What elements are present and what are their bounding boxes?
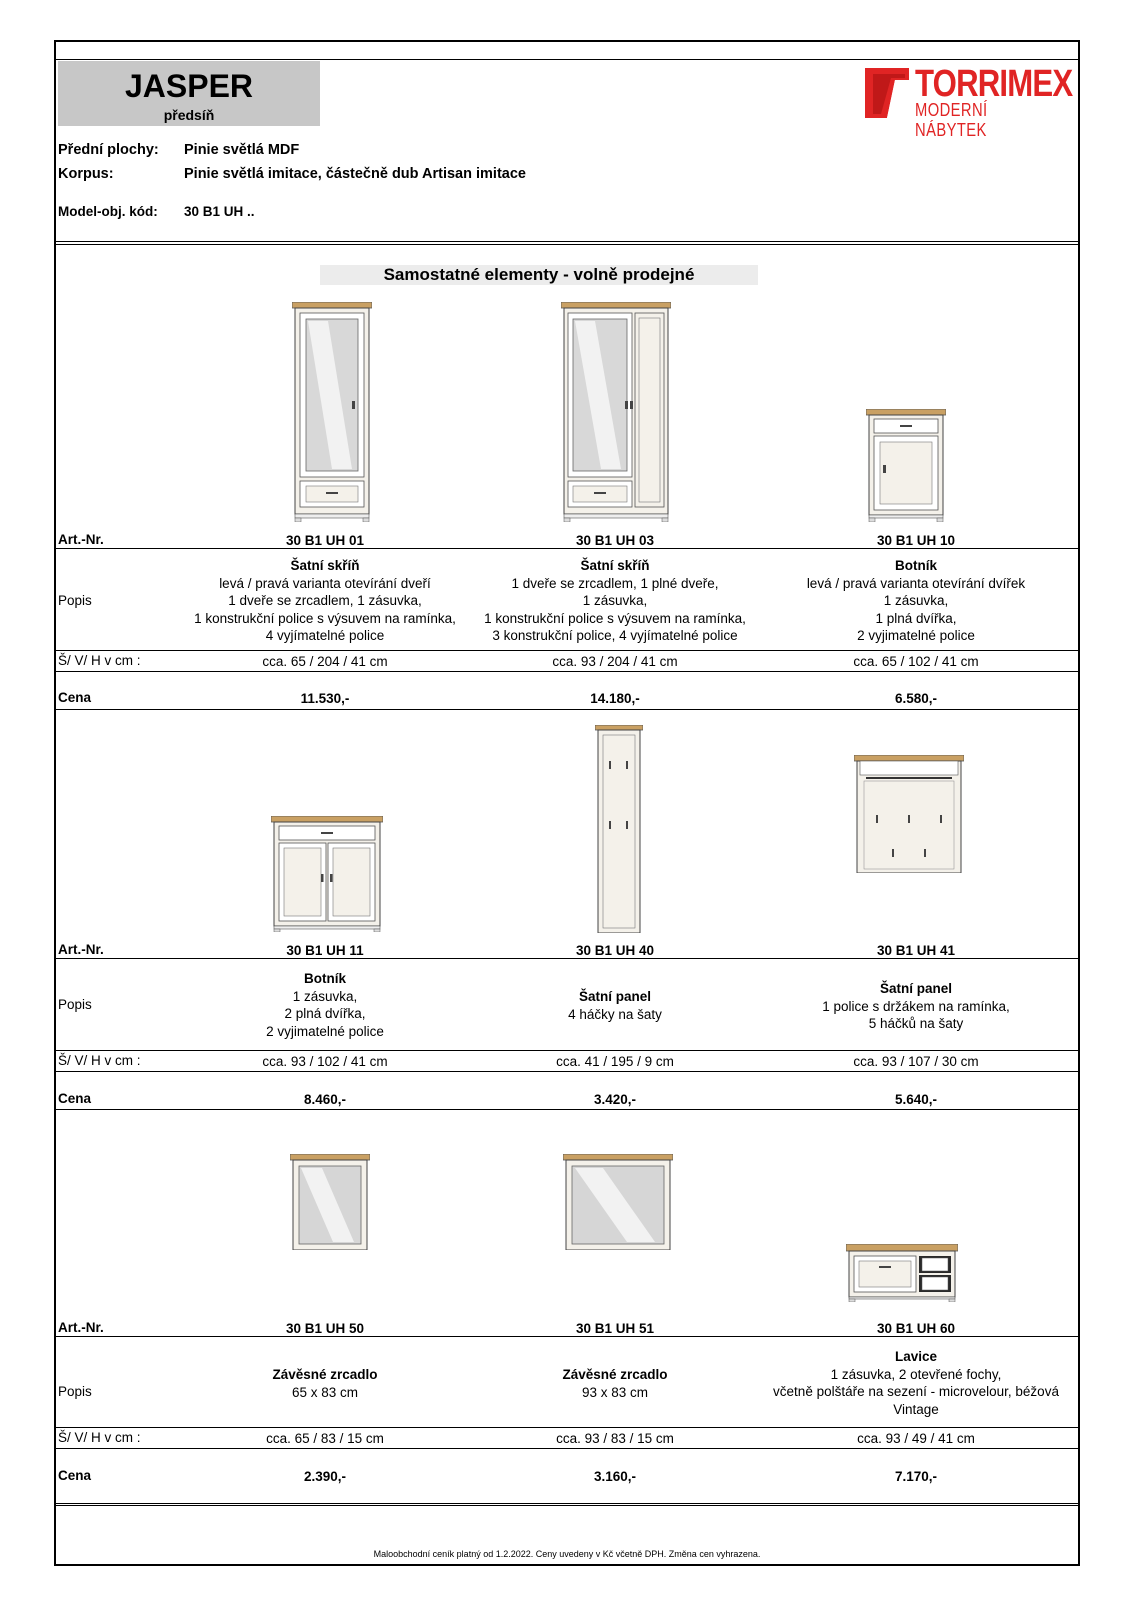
price: 3.160,- <box>593 1469 637 1484</box>
footer-divider <box>56 1503 1078 1506</box>
mirror-small-image <box>290 1154 370 1250</box>
art-number: 30 B1 UH 40 <box>575 943 655 958</box>
item-name: Závěsné zrcadlo <box>272 1367 378 1382</box>
item-name: Botník <box>304 971 346 986</box>
art-number: 30 B1 UH 01 <box>285 533 365 548</box>
popis-label: Popis <box>58 997 92 1012</box>
description-line: 2 plná dvířka, <box>284 1006 366 1021</box>
model-label: Model-obj. kód: <box>58 204 158 219</box>
dimensions: cca. 93 / 102 / 41 cm <box>262 1054 388 1069</box>
art-number: 30 B1 UH 60 <box>876 1321 956 1336</box>
torrimex-logo-icon <box>865 68 909 118</box>
item-description <box>180 1366 470 1401</box>
item-description <box>760 1348 1072 1418</box>
description-line: 4 vyjímatelné police <box>265 628 385 643</box>
divider <box>56 671 1078 672</box>
price: 8.460,- <box>303 1092 347 1107</box>
divider <box>56 1448 1078 1449</box>
description-line: 1 police s držákem na ramínka, <box>822 998 1010 1014</box>
dims-label: Š/ V/ H v cm : <box>58 653 141 668</box>
price: 14.180,- <box>590 691 640 706</box>
description-line: levá / pravá varianta otevírání dvířek <box>806 575 1026 591</box>
dimensions: cca. 93 / 49 / 41 cm <box>857 1431 975 1446</box>
item-description <box>470 1366 760 1401</box>
price: 6.580,- <box>894 691 938 706</box>
wardrobe-2-doors-image <box>561 302 671 522</box>
description-line: Vintage <box>893 1401 939 1417</box>
description-line: 65 x 83 cm <box>291 1384 359 1400</box>
dimensions: cca. 65 / 204 / 41 cm <box>262 654 388 669</box>
wardrobe-1-door-image <box>292 302 372 522</box>
item-description <box>760 980 1072 1033</box>
item-description <box>180 557 470 645</box>
divider <box>56 650 1078 651</box>
price-label: Cena <box>58 1468 92 1483</box>
art-label: Art.-Nr. <box>58 532 104 547</box>
item-description <box>760 557 1072 645</box>
description-line: 2 vyjimatelné police <box>266 1023 384 1039</box>
description-line: 4 háčky na šaty <box>568 1006 662 1022</box>
item-description <box>180 970 470 1040</box>
art-number: 30 B1 UH 03 <box>575 533 655 548</box>
fronts-value: Pinie světlá MDF <box>184 142 300 158</box>
description-line: 5 háčků na šaty <box>868 1016 964 1031</box>
dims-label: Š/ V/ H v cm : <box>58 1430 141 1445</box>
description-line: včetně polštáře na sezení - microvelour, béžová <box>773 1384 1059 1399</box>
description-line: 1 konstrukční police s výsuvem na ramínka, <box>484 610 746 626</box>
item-name: Lavice <box>894 1349 938 1364</box>
shoe-cabinet-small-image <box>866 409 946 522</box>
description-line: 1 dveře se zrcadlem, 1 plné dveře, <box>511 575 719 591</box>
item-name: Šatní skříň <box>580 558 650 573</box>
model-value: 30 B1 UH .. <box>184 204 255 219</box>
art-number: 30 B1 UH 41 <box>876 943 956 958</box>
divider <box>56 548 1078 549</box>
body-label: Korpus: <box>58 166 114 182</box>
art-label: Art.-Nr. <box>58 942 104 957</box>
footer-note: Maloobchodní ceník platný od 1.2.2022. Ceny uvedeny v Kč včetně DPH. Změna cen vyhrazena. <box>373 1549 761 1559</box>
description-line: 93 x 83 cm <box>581 1384 649 1400</box>
item-name: Šatní panel <box>879 981 952 996</box>
item-name: Šatní skříň <box>290 558 360 573</box>
dimensions: cca. 93 / 204 / 41 cm <box>552 654 678 669</box>
divider <box>56 709 1078 710</box>
popis-label: Popis <box>58 593 92 608</box>
logo-subtitle: MODERNÍ NÁBYTEK <box>915 100 988 140</box>
description-line: 2 vyjimatelné police <box>857 628 975 643</box>
description-line: 3 konstrukční police, 4 vyjímatelné police <box>492 628 738 643</box>
price: 7.170,- <box>894 1469 938 1484</box>
description-line: 1 zásuvka, <box>292 988 358 1004</box>
description-line: 1 konstrukční police s výsuvem na ramínka, <box>194 610 456 626</box>
art-number: 30 B1 UH 50 <box>285 1321 365 1336</box>
price: 5.640,- <box>894 1092 938 1107</box>
fronts-label: Přední plochy: <box>58 142 159 158</box>
description-line: 1 dveře se zrcadlem, 1 zásuvka, <box>228 593 422 608</box>
divider <box>56 1050 1078 1051</box>
torrimex-logo <box>865 63 1073 140</box>
art-number: 30 B1 UH 51 <box>575 1321 655 1336</box>
item-name: Závěsné zrcadlo <box>562 1367 668 1382</box>
art-label: Art.-Nr. <box>58 1320 104 1335</box>
item-description <box>470 988 760 1023</box>
item-description <box>470 557 760 645</box>
top-bar <box>56 42 1078 60</box>
dims-label: Š/ V/ H v cm : <box>58 1053 141 1068</box>
divider <box>56 1109 1078 1110</box>
dimensions: cca. 93 / 107 / 30 cm <box>853 1054 979 1069</box>
item-name: Botník <box>895 558 937 573</box>
divider <box>56 1336 1078 1337</box>
price-sheet <box>54 40 1080 1566</box>
dimensions: cca. 65 / 83 / 15 cm <box>266 1431 384 1446</box>
page-subtitle: předsíň <box>163 107 215 123</box>
bench-image <box>846 1244 958 1302</box>
item-name: Šatní panel <box>578 989 651 1004</box>
section-title: Samostatné elementy - volně prodejné <box>320 265 758 285</box>
art-number: 30 B1 UH 11 <box>286 943 364 958</box>
divider <box>56 1427 1078 1428</box>
body-value: Pinie světlá imitace, částečně dub Artisan imitace <box>184 166 526 182</box>
price-label: Cena <box>58 1091 92 1106</box>
price: 11.530,- <box>300 691 350 706</box>
header-divider <box>56 241 1078 245</box>
description-line: 1 plná dvířka, <box>875 610 957 626</box>
description-line: 1 zásuvka, 2 otevřené fochy, <box>830 1366 1002 1382</box>
coat-panel-narrow-image <box>595 725 643 933</box>
popis-label: Popis <box>58 1384 92 1399</box>
price: 2.390,- <box>303 1469 347 1484</box>
divider <box>56 958 1078 959</box>
price: 3.420,- <box>593 1092 637 1107</box>
logo-brand: TORRIMEX <box>915 63 1073 105</box>
description-line: levá / pravá varianta otevírání dveří <box>219 575 431 591</box>
dimensions: cca. 93 / 83 / 15 cm <box>556 1431 674 1446</box>
coat-panel-shelf-image <box>854 755 964 873</box>
shoe-cabinet-wide-image <box>271 816 383 932</box>
art-number: 30 B1 UH 10 <box>876 533 956 548</box>
mirror-wide-image <box>563 1154 673 1250</box>
page-title: JASPER <box>124 68 254 104</box>
dimensions: cca. 65 / 102 / 41 cm <box>853 654 979 669</box>
price-label: Cena <box>58 690 92 705</box>
dimensions: cca. 41 / 195 / 9 cm <box>556 1054 674 1069</box>
description-line: 1 zásuvka, <box>883 593 949 608</box>
description-line: 1 zásuvka, <box>582 593 648 608</box>
title-box <box>58 61 320 126</box>
divider <box>56 1071 1078 1072</box>
